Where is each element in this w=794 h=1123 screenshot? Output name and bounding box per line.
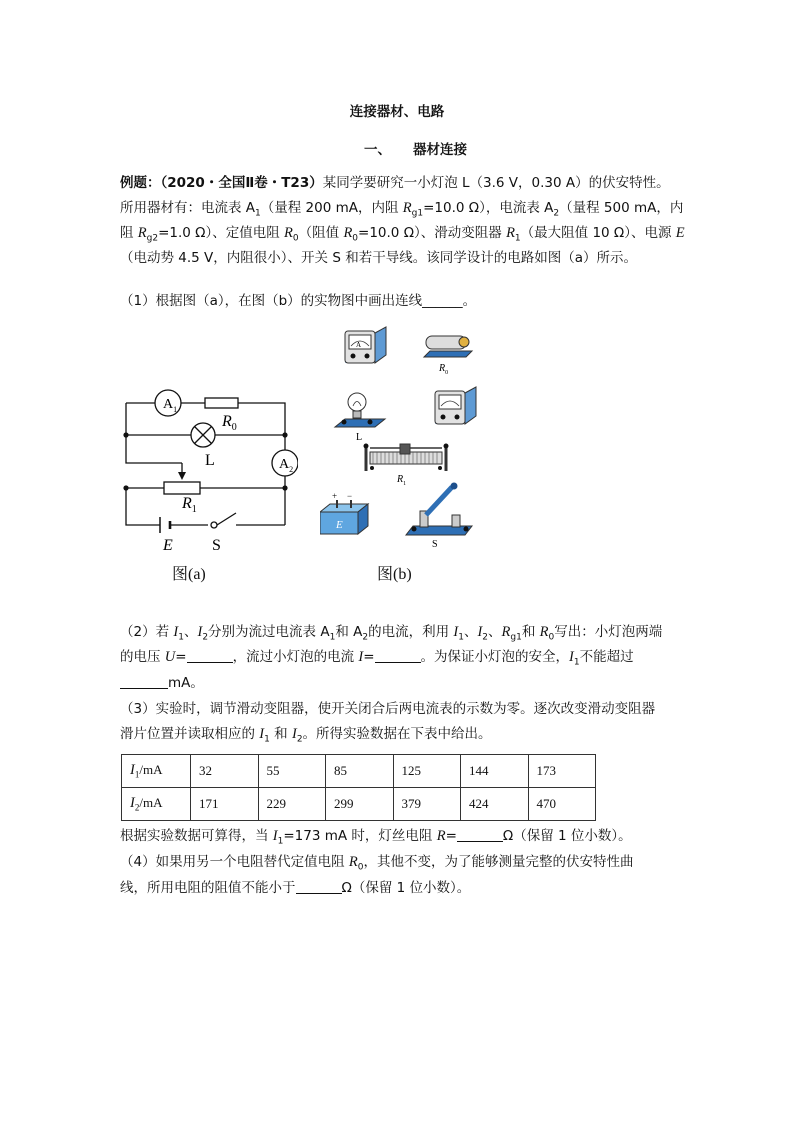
table-cell: 379 [393, 788, 461, 821]
device-r1-label: $R_1$ [397, 474, 407, 487]
example-source: （2020・全国Ⅱ卷・T23） [160, 175, 323, 191]
ammeter-a2-device [435, 387, 476, 424]
resistor-r0-label: $R_0$ [222, 413, 237, 433]
table-cell: 32 [191, 755, 259, 788]
example-line-3: 阻 $R_{g2}=1.0$ Ω）、定值电阻 $R_0$（阻值 $R_0=10.0$ Ω）、滑动变阻器 $R_1$（最大阻值 10 Ω）、电源 E [120, 225, 685, 244]
answer-blank-i1-max[interactable] [120, 674, 168, 689]
device-r0-label: $R_0$ [439, 363, 449, 376]
apparatus-diagram [320, 325, 485, 555]
lamp-device [335, 393, 385, 443]
svg-text:A: A [356, 341, 362, 349]
svg-text:−: − [347, 491, 353, 501]
section-heading [364, 138, 467, 158]
example-line-1: 例题：（2020・全国Ⅱ卷・T23）某同学要研究一小灯泡 L（3.6 V，0.30 A）的伏安特性。 [120, 175, 670, 191]
row-header: $I_2/mA$ [122, 788, 191, 821]
switch-s-label: S [212, 537, 221, 554]
device-e-label: E [336, 519, 343, 531]
figure-a-caption: 图(a) [172, 566, 206, 583]
question-4-line-1: （4）如果用另一个电阻替代定值电阻 $R_0$，其他不变，为了能够测量完整的伏安特性曲 [120, 854, 634, 873]
switch-device [406, 483, 472, 551]
rheostat-r1-device [364, 444, 449, 488]
ammeter-a2-label: $A_2$ [279, 457, 294, 474]
question-3-followup: 根据实验数据可算得，当 $I_1=173$ mA 时，灯丝电阻 R= Ω（保留 1 位小数）。 [120, 828, 632, 847]
circuit-diagram [118, 385, 298, 555]
answer-blank-min-r[interactable] [296, 879, 342, 894]
table-row [122, 788, 596, 821]
example-line-2: 所用器材有：电流表 $A_1$（量程 200 mA，内阻 $R_{g1}=10.0$ Ω），电流表 $A_2$（量程 500 mA，内 [120, 200, 684, 219]
question-4-line-2: 线，所用电阻的阻值不能小于 Ω（保留 1 位小数）。 [120, 880, 471, 896]
data-table [121, 754, 596, 821]
table-cell: 171 [191, 788, 259, 821]
answer-blank-u[interactable] [187, 648, 233, 663]
question-2-line-2: 的电压 U= ，流过小灯泡的电流 I= 。为保证小灯泡的安全，$I_1$不能超过 [120, 649, 634, 668]
question-3-line-2: 滑片位置并读取相应的 $I_1$ 和 $I_2$。所得实验数据在下表中给出。 [120, 726, 492, 745]
table-cell: 125 [393, 755, 461, 788]
example-line-4: （电动势 4.5 V，内阻很小）、开关 S 和若干导线。该同学设计的电路如图（a）所示。 [120, 250, 637, 266]
figure-b-caption: 图(b) [377, 566, 412, 583]
page-title: 连接器材、电路 [349, 104, 445, 120]
table-cell: 144 [461, 755, 529, 788]
ammeter-a1-label: $A_1$ [163, 397, 178, 414]
table-cell: 470 [528, 788, 596, 821]
resistor-r0-device [424, 336, 472, 376]
question-2-line-3: mA。 [120, 673, 204, 693]
rheostat-r1-label: $R_1$ [182, 495, 197, 515]
ammeter-a1-device [345, 327, 386, 363]
table-cell: 424 [461, 788, 529, 821]
row-header: $I_1/mA$ [122, 755, 191, 788]
example-label: 例题： [120, 175, 161, 191]
question-1: （1）根据图（a），在图（b）的实物图中画出连线______。 [120, 293, 477, 309]
table-cell: 85 [326, 755, 394, 788]
battery-device [320, 491, 368, 534]
section-title: 器材连接 [413, 142, 467, 158]
svg-text:+: + [332, 491, 338, 501]
answer-blank-r[interactable] [457, 827, 503, 842]
question-2-line-1: （2）若 $I_1$、$I_2$分别为流过电流表 $A_1$和 $A_2$的电流，利用 $I_1$、$I_2$、$R_{g1}$和 $R_0$写出：小灯泡两端 [120, 624, 663, 643]
section-number: 一、 [364, 142, 391, 158]
table-cell: 55 [258, 755, 326, 788]
table-cell: 173 [528, 755, 596, 788]
lamp-label: L [205, 452, 215, 469]
table-row [122, 755, 596, 788]
device-l-label: L [356, 432, 363, 443]
question-3-line-1: （3）实验时，调节滑动变阻器，使开关闭合后两电流表的示数为零。逐次改变滑动变阻器 [120, 701, 656, 717]
table-cell: 229 [258, 788, 326, 821]
table-cell: 299 [326, 788, 394, 821]
answer-blank-i[interactable] [375, 648, 421, 663]
device-s-label: S [432, 539, 438, 550]
source-e-label: E [163, 537, 173, 554]
